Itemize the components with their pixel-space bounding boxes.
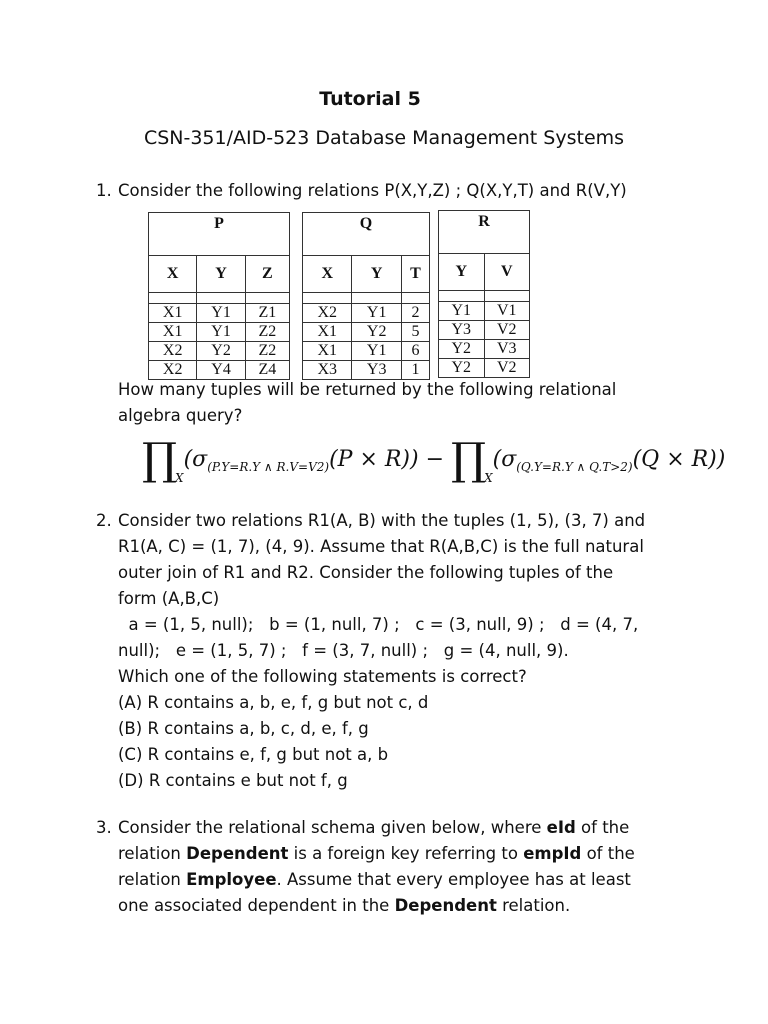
table-spacer — [303, 293, 352, 304]
formula-paren: ( — [183, 447, 193, 472]
table-row — [149, 342, 290, 361]
text-run: one associated dependent in the — [118, 896, 395, 915]
question-line: (C) R contains e, f, g but not a, b — [118, 745, 389, 764]
table-spacer — [197, 293, 245, 304]
table-cell: X2 — [303, 304, 352, 323]
table-cell: 5 — [401, 323, 429, 342]
table-row — [303, 304, 430, 323]
question-line: Which one of the following statements is correct? — [118, 667, 527, 686]
table-cell: X2 — [149, 342, 197, 361]
prompt-line: algebra query? — [118, 406, 243, 425]
table-row — [439, 302, 530, 321]
text-run: relation — [118, 844, 187, 863]
formula-expression: (P × R)) — [329, 447, 419, 472]
column-header: Y — [197, 256, 245, 293]
prompt-line: How many tuples will be returned by the following relational — [118, 380, 617, 399]
table-row — [149, 323, 290, 342]
table-spacer — [439, 291, 485, 302]
table-cell: X1 — [149, 323, 197, 342]
selection-condition: (Q.Y=R.Y ∧ Q.T>2) — [516, 460, 633, 474]
table-cell: Y1 — [197, 323, 245, 342]
table-cell: V2 — [484, 359, 530, 378]
table-cell: Z1 — [245, 304, 289, 323]
relational-algebra-formula — [142, 434, 726, 485]
table-cell: 6 — [401, 342, 429, 361]
sigma-symbol: σ — [501, 447, 517, 472]
relation-q-table — [302, 212, 430, 380]
text-run: . Assume that every employee has at least — [276, 870, 631, 889]
question-line: R1(A, C) = (1, 7), (4, 9). Assume that R(A,B,C) is the full natural — [118, 537, 644, 556]
table-cell: Z2 — [245, 323, 289, 342]
formula-expression: (Q × R)) — [632, 447, 726, 472]
question-number: 3. — [96, 818, 112, 837]
column-header: V — [484, 254, 530, 291]
table-spacer — [245, 293, 289, 304]
question-line: outer join of R1 and R2. Consider the following tuples of the — [118, 563, 614, 582]
table-cell: 2 — [401, 304, 429, 323]
question-1 — [96, 178, 678, 204]
relation-name: P — [149, 213, 290, 256]
question-line: form (A,B,C) — [118, 589, 220, 608]
text-run: of the — [575, 818, 630, 837]
table-cell: Y2 — [352, 323, 401, 342]
relation-name: R — [439, 211, 530, 254]
question-line — [118, 867, 678, 893]
table-cell: Y3 — [439, 321, 485, 340]
table-row — [303, 342, 430, 361]
table-spacer — [484, 291, 530, 302]
question-line: a = (1, 5, null); b = (1, null, 7) ; c = (3, null, 9) ; d = (4, 7, — [118, 615, 639, 634]
course-subtitle: CSN-351/AID-523 Database Management Systems — [143, 127, 625, 149]
table-cell: Y4 — [197, 361, 245, 380]
projection-symbol: ∏ — [451, 434, 487, 485]
page-title: Tutorial 5 — [319, 88, 421, 110]
table-cell: Z2 — [245, 342, 289, 361]
table-cell: 1 — [401, 361, 429, 380]
relation-r-table — [438, 210, 530, 378]
question-number: 1. — [96, 181, 112, 200]
table-cell: Y2 — [197, 342, 245, 361]
column-header: X — [149, 256, 197, 293]
table-cell: X2 — [149, 361, 197, 380]
column-header: Z — [245, 256, 289, 293]
text-run: is a foreign key referring to — [288, 844, 524, 863]
question-line: (A) R contains a, b, e, f, g but not c, d — [118, 693, 429, 712]
table-cell: X3 — [303, 361, 352, 380]
table-cell: X1 — [303, 342, 352, 361]
table-row — [303, 323, 430, 342]
bold-term: empId — [523, 844, 582, 863]
table-cell: V3 — [484, 340, 530, 359]
table-cell: Y1 — [439, 302, 485, 321]
table-cell: V2 — [484, 321, 530, 340]
column-header: T — [401, 256, 429, 293]
question-number: 2. — [96, 511, 112, 530]
table-cell: Z4 — [245, 361, 289, 380]
question-text: Consider the following relations P(X,Y,Z) ; Q(X,Y,T) and R(V,Y) — [118, 181, 627, 200]
table-row — [439, 359, 530, 378]
text-run: of the — [581, 844, 635, 863]
relation-p-table — [148, 212, 290, 380]
table-cell: Y1 — [197, 304, 245, 323]
sigma-symbol: σ — [192, 447, 208, 472]
question-line — [118, 841, 678, 867]
question-line — [118, 893, 678, 919]
projection-subscript: X — [175, 471, 184, 485]
text-run: Consider the relational schema given below, where — [118, 818, 547, 837]
question-line: Consider two relations R1(A, B) with the tuples (1, 5), (3, 7) and — [118, 511, 646, 530]
question-line: (D) R contains e but not f, g — [118, 771, 348, 790]
question-3 — [96, 815, 678, 919]
table-cell: Y1 — [352, 342, 401, 361]
table-spacer — [149, 293, 197, 304]
question-1-prompt — [118, 377, 678, 429]
relation-name: Q — [303, 213, 430, 256]
minus-operator: − — [425, 447, 445, 472]
formula-paren: ( — [492, 447, 502, 472]
text-run: relation. — [496, 896, 571, 915]
question-2 — [96, 508, 678, 794]
table-cell: Y1 — [352, 304, 401, 323]
bold-term: Dependent — [394, 896, 497, 915]
projection-symbol: ∏ — [142, 434, 178, 485]
table-spacer — [352, 293, 401, 304]
bold-term: Dependent — [186, 844, 289, 863]
bold-term: eId — [546, 818, 576, 837]
question-line: null); e = (1, 5, 7) ; f = (3, 7, null) ; g = (4, null, 9). — [118, 641, 569, 660]
selection-condition: (P.Y=R.Y ∧ R.V=V2) — [207, 460, 330, 474]
question-line — [118, 815, 678, 841]
table-cell: X1 — [149, 304, 197, 323]
text-run: relation — [118, 870, 187, 889]
projection-subscript: X — [484, 471, 493, 485]
table-cell: Y2 — [439, 340, 485, 359]
column-header: X — [303, 256, 352, 293]
question-line: (B) R contains a, b, c, d, e, f, g — [118, 719, 369, 738]
table-cell: V1 — [484, 302, 530, 321]
table-cell: X1 — [303, 323, 352, 342]
table-cell: Y3 — [352, 361, 401, 380]
table-row — [149, 304, 290, 323]
column-header: Y — [439, 254, 485, 291]
table-row — [439, 321, 530, 340]
bold-term: Employee — [186, 870, 277, 889]
table-cell: Y2 — [439, 359, 485, 378]
column-header: Y — [352, 256, 401, 293]
table-row — [439, 340, 530, 359]
table-spacer — [401, 293, 429, 304]
